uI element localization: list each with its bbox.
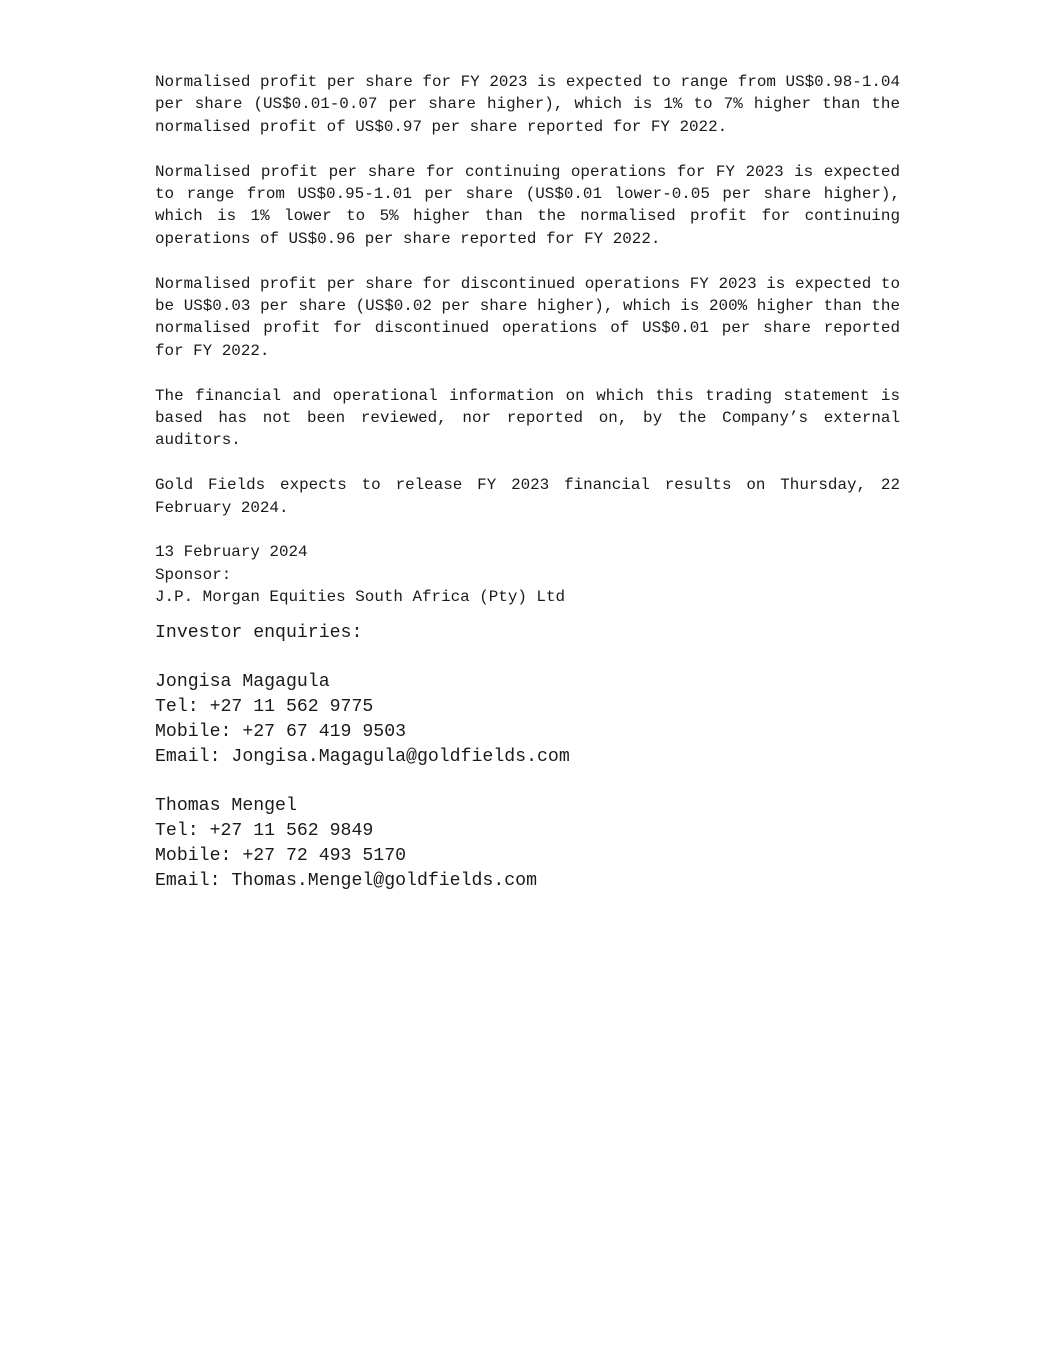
contact-email: Email: Thomas.Mengel@goldfields.com	[155, 870, 537, 891]
contact-name: Thomas Mengel	[155, 796, 297, 817]
paragraph-continuing-operations: Normalised profit per share for continuing operations for FY 2023 is expected to range from US$0.95-1.01 per share (US$0.01 lower-0.05 per share higher), which is 1% lower to 5% higher than the normalised profit for continuing operations of US$0.96 per share reported for FY 2022.	[155, 162, 900, 248]
contact-email: Email: Jongisa.Magagula@goldfields.com	[155, 746, 570, 767]
contact-name: Jongisa Magagula	[155, 672, 330, 693]
contact-tel: Tel: +27 11 562 9775	[155, 697, 374, 718]
investor-enquiries-heading: Investor enquiries:	[155, 622, 363, 643]
paragraph-discontinued-operations: Normalised profit per share for discontinued operations FY 2023 is expected to be US$0.03 per share (US$0.02 per share higher), which is 200% higher than the normalised profit for discontinued operations of US$0.01 per share reported for FY 2022.	[155, 274, 900, 360]
paragraph-results-release: Gold Fields expects to release FY 2023 financial results on Thursday, 22 February 2024.	[155, 476, 900, 517]
release-date: 13 February 2024	[155, 543, 308, 562]
contact-card	[155, 670, 900, 769]
contact-mobile: Mobile: +27 72 493 5170	[155, 845, 407, 866]
document-page	[155, 71, 900, 918]
contact-mobile: Mobile: +27 67 419 9503	[155, 721, 407, 742]
paragraph-normalised-profit: Normalised profit per share for FY 2023 is expected to range from US$0.98-1.04 per share (US$0.01-0.07 per share higher), which is 1% to 7% higher than the normalised profit of US$0.97 per share reported for FY 2022.	[155, 73, 900, 136]
contact-tel: Tel: +27 11 562 9849	[155, 821, 374, 842]
sponsor-name: J.P. Morgan Equities South Africa (Pty) Ltd	[155, 588, 566, 607]
paragraph-review-disclaimer: The financial and operational information on which this trading statement is based has not been reviewed, nor reported on, by the Company’s external auditors.	[155, 386, 900, 450]
contact-card	[155, 794, 900, 893]
sponsor-label: Sponsor:	[155, 565, 232, 584]
release-info	[155, 541, 900, 608]
